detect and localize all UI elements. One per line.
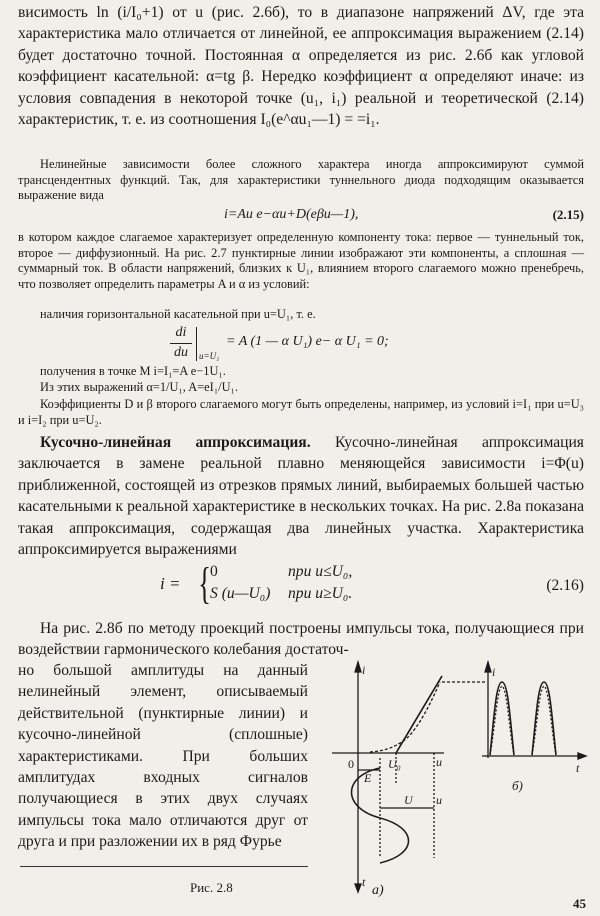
- deriv-denominator: du: [174, 345, 188, 360]
- footer-rule: [20, 866, 308, 867]
- equation-2-16: [160, 560, 580, 620]
- label-zero: 0: [348, 757, 354, 771]
- eq216-line2-condition: при u≥U₀.: [288, 585, 353, 602]
- eq216-line1-value: 0: [210, 563, 218, 580]
- equation-number-2-15: (2.15): [552, 207, 584, 222]
- t-axis-a-arrow: [355, 884, 361, 892]
- evaluation-bar: [196, 327, 197, 361]
- label-i: i: [362, 663, 366, 677]
- section-text: Кусочно-линейная аппроксимация заключается в замене реальной плавно меняющейся зависимости i=Φ(u) приближенной, состоящей из отрезков прямых линий, выбираемых большей частью касательными к реальной характеристике в нескольких точках. На рис. 2.8а показана такая аппроксимация, содержащая два линейных участка. Характеристика аппроксимируется выражениями: [18, 434, 584, 559]
- label-t-b: t: [576, 761, 580, 775]
- paragraph-top: висимость ln (i/I₀+1) от u (рис. 2.6б), то в диапазоне напряжений ΔV, где эта характеристика мало отличается от линейной, ее аппроксимация выражением (2.14) будет достаточно точной. Постоянная α определяется из рис. 2.6б как угловой коэффициент касательной: α=tg β. Нередко коэффициент α определяют иначе: из условия совпадения в некоторой точке (u₁, i₁) реальной и теоретической (2.14) характеристик, т. е. из соотношения I₀(e^αu₁—1) = =i₁.: [18, 4, 584, 129]
- line-point-M: получения в точке M i=I₁=A e−1U₁.: [40, 364, 226, 378]
- equation-number-2-16: (2.16): [546, 577, 584, 594]
- pulse-2: [532, 682, 556, 755]
- eq216-lhs: i =: [160, 574, 181, 593]
- linear-segment: [396, 676, 442, 753]
- line-expressions: Из этих выражений α=1/U₁, A=eI₁/U₁.: [40, 380, 238, 394]
- deriv-subscript: u=U₁: [199, 351, 220, 361]
- figure-a: [332, 662, 487, 892]
- i-axis-b-arrow: [485, 662, 491, 672]
- figure-b: [482, 662, 586, 759]
- label-U0: U₀: [388, 757, 401, 771]
- section-heading: Кусочно-линейная аппроксимация.: [40, 434, 311, 451]
- brace: {: [198, 559, 211, 608]
- label-i-b: i: [492, 665, 496, 679]
- label-a: а): [372, 883, 384, 898]
- page-number: 45: [573, 896, 586, 911]
- label-b: б): [512, 778, 523, 793]
- paragraph-condition: наличия горизонтальной касательной при u=U₁, т. е.: [40, 307, 316, 321]
- derivative-equation: [170, 325, 470, 365]
- figure-2-8: [322, 658, 590, 898]
- eq216-line2-value: S (u—U₀): [210, 585, 271, 602]
- t-axis-b-arrow: [578, 753, 586, 759]
- label-u: u: [436, 755, 442, 769]
- paragraph-pulses-narrow: но большой амплитуды на данный нелинейный элемент, описываемый действительной (пунктирные линии) и кусочно-линейной (сплошные) характеристиками. При больших амплитудах входных сигналов получающиеся в этих двух случаях импульсы тока мало отличаются друг от друга и при разложении их в ряд Фурье: [18, 662, 308, 851]
- label-u2: u: [436, 793, 442, 807]
- label-U: U: [404, 793, 413, 807]
- real-characteristic: [370, 682, 440, 752]
- paragraph-components: в котором каждое слагаемое характеризует определенную компоненту тока: первое — туннельный ток, второе — диффузионный. На рис. 2.7 пунктирные линии изображают эти компоненты, а сплошная — суммарный ток. В области напряжений, близких к U₁, влиянием второго слагаемого можно пренебречь, что позволяет определить параметры A и α из условий:: [18, 230, 584, 291]
- equation-2-15: i=Au e−αu+D(eβu—1),: [224, 207, 359, 222]
- deriv-rhs: = A (1 — α U₁) e− α U₁ = 0;: [226, 334, 389, 349]
- label-E: E: [364, 771, 372, 785]
- label-t-a: t: [362, 875, 366, 889]
- fraction-bar: [170, 343, 192, 344]
- eq216-line1-condition: при u≤U₀,: [288, 563, 353, 580]
- paragraph-pulses-full: На рис. 2.8б по методу проекций построены импульсы тока, получающиеся при воздействии гармонического колебания достаточ-: [18, 620, 584, 659]
- pulse-1: [490, 682, 514, 755]
- deriv-numerator: di: [175, 325, 187, 340]
- paragraph-coefficients: Коэффициенты D и β второго слагаемого могут быть определены, например, из условий i=I₁ при u=U₃ и i=I₂ при u=U₂.: [18, 397, 584, 427]
- figure-caption: Рис. 2.8: [190, 880, 233, 895]
- section-piecewise: [18, 432, 584, 560]
- i-axis-arrow: [355, 662, 361, 672]
- paragraph-tunnel-intro: Нелинейные зависимости более сложного характера иногда аппроксимируют суммой трансцендентных функций. Так, для характеристики туннельного диода подходящим оказывается выражение вида: [18, 157, 584, 203]
